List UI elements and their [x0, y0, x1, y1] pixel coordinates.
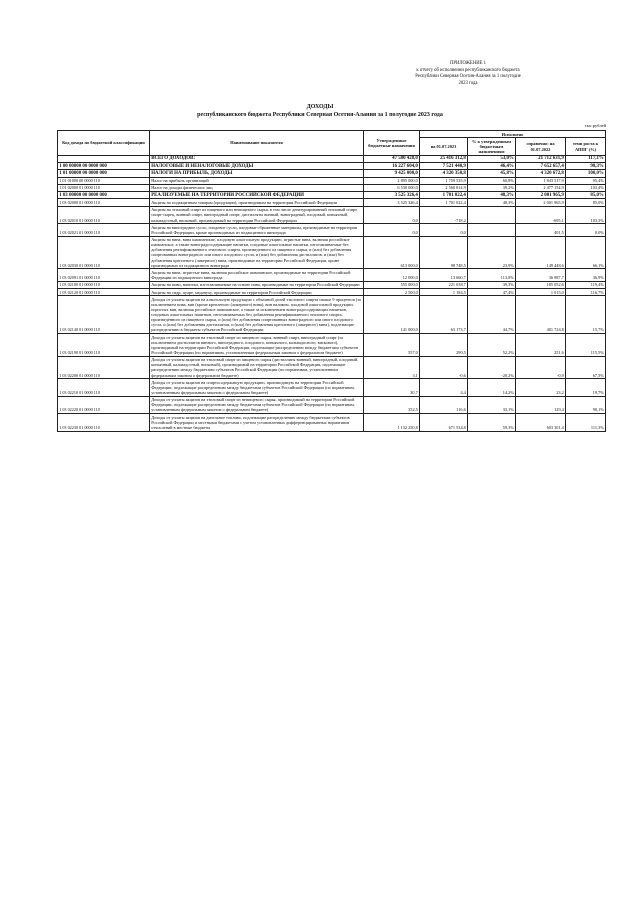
approved-cell: 3,1: [364, 356, 420, 379]
code-cell: 1 00 00000 00 0000 000: [58, 163, 150, 170]
name-cell: Акцизы на вина, игристые вина, включая российское шампанское, производимые на территории Российской Федерации из подакцизного винограда: [150, 269, 364, 281]
pct-cell: 47,4%: [468, 288, 516, 295]
ref-cell: 7 652 657,4: [516, 163, 566, 170]
executed-cell: 221 038,7: [420, 281, 468, 288]
pct-cell: [468, 206, 516, 223]
table-row: [58, 269, 606, 281]
executed-cell: 290,5: [420, 334, 468, 357]
pct-cell: 52,2%: [468, 334, 516, 357]
name-cell: Доходы от уплаты акцизов на дизельное топливо, подлежащие распределению между бюджетами субъектов Российской Федерации и местными бюджетами с учетом установленных дифференцированных нормативов отчислений в местные бюджеты: [150, 414, 364, 431]
table-row: [58, 177, 606, 184]
growth-cell: 103,4%: [566, 184, 606, 191]
approved-cell: 0,0: [364, 224, 420, 236]
appendix-line: 2023 года: [458, 80, 478, 86]
table-row: [58, 334, 606, 357]
ref-cell: 36 987,7: [516, 269, 566, 281]
table-row: [58, 184, 606, 191]
name-cell: Налог на прибыль организаций: [150, 177, 364, 184]
header-on-date: на 01.07.2023: [420, 138, 468, 155]
executed-cell: 1 759 535,9: [420, 177, 468, 184]
approved-cell: 2 500,0: [364, 288, 420, 295]
ref-cell: 1 015,0: [516, 288, 566, 295]
header-growth: темп роста к АППГ (%): [566, 138, 606, 155]
approved-cell: 30,7: [364, 379, 420, 396]
header-executed: Исполнено: [420, 131, 606, 138]
executed-cell: 1 701 022,4: [420, 192, 468, 199]
executed-cell: 2 560 814,9: [420, 184, 468, 191]
name-cell: Акцизы на вина, вина шампанские, плодовую алкогольную продукцию, игристые вина, включая российское шампанское, а также виноградосодержащие напитки, плодовые алкогольные напитки, изготавливаемые без добавления ректификованного этилового спирта, произведенного из пищевого сырья, и (или) без добавления спиртованных виноградного или иного плодового сусла, и (или) без добавления дистиллятов, и (или) без добавления крепленого (ликерного) вина, производимые на территории Российской Федерации, кроме производимых из подакцизного винограда: [150, 236, 364, 269]
executed-cell: 116,6: [420, 396, 468, 413]
pct-cell: 53,0%: [468, 155, 516, 162]
pct-cell: 44,7%: [468, 296, 516, 334]
table-row: [58, 224, 606, 236]
growth-cell: 85,0%: [566, 192, 606, 199]
code-cell: 1 03 02190 01 0000 110: [58, 334, 150, 357]
name-cell: Акцизы на пиво, напитки, изготавливаемые на основе пива, производимые на территории Российской Федерации: [150, 281, 364, 288]
ref-cell: -695,1: [516, 206, 566, 223]
growth-cell: 119,4%: [566, 281, 606, 288]
pct-cell: 33,1%: [468, 396, 516, 413]
appendix-line: Республики Северная Осетия-Алания за 1 полугодие: [415, 74, 521, 80]
name-cell: НАЛОГИ НА ПРИБЫЛЬ, ДОХОДЫ: [150, 170, 364, 177]
ref-cell: 401 724,8: [516, 296, 566, 334]
growth-cell: 15,7%: [566, 296, 606, 334]
table-row: [58, 192, 606, 199]
name-cell: Доходы от уплаты акцизов на этиловый спирт из непищевого сырья, производимый на территории Российской Федерации, подлежащие распределению между бюджетами субъектов Российской Федерации (по нормативам, установленным федеральным законом о федеральном бюджете): [150, 396, 364, 413]
income-table: [57, 130, 606, 432]
approved-cell: 9 425 000,0: [364, 170, 420, 177]
code-cell: 1 01 00000 00 0000 000: [58, 170, 150, 177]
code-cell: 1 03 02120 01 0000 110: [58, 288, 150, 295]
name-cell: Акцизы на этиловый спирт из пищевого или непищевого сырья, в том числе денатурированный этиловый спирт, спирт-сырец, винный спирт, виноградный спирт, дистилляты винный, виноградный, плодовый, коньячный, кальвадосный, висковый, производимый на территории Российской Федерации: [150, 206, 364, 223]
growth-cell: 67,3%: [566, 356, 606, 379]
appendix-note: [378, 61, 558, 87]
name-cell: Акцизы на сидр, пуаре, медовуху, производимые на территории Российской Федерации: [150, 288, 364, 295]
approved-cell: 1 132 250,8: [364, 414, 420, 431]
code-cell: 1 03 02220 01 0000 110: [58, 396, 150, 413]
ref-cell: 2 477 154,9: [516, 184, 566, 191]
executed-cell: 25 416 312,8: [420, 155, 468, 162]
code-cell: 1 01 01000 00 0000 110: [58, 177, 150, 184]
code-cell: 1 03 02010 01 0000 110: [58, 206, 150, 223]
title-subline: республиканского бюджета Республики Северная Осетия-Алания за 1 полугодие 2023 года: [197, 111, 443, 118]
appendix-line: ПРИЛОЖЕНИЕ 1: [449, 61, 487, 66]
code-cell: 1 03 02200 01 0000 110: [58, 356, 150, 379]
pct-cell: -20,2%: [468, 356, 516, 379]
document-title: [0, 104, 640, 119]
growth-cell: 85,0%: [566, 199, 606, 206]
name-cell: Доходы от уплаты акцизов на этиловый спирт из пищевого сырья (дистилляты винный, виноградный, плодовый, коньячный, кальвадосный, висковый), производимый на территории Российской Федерации, подлежащие распределению между бюджетами субъектов Российской Федерации (по нормативам, установленным федеральным законом о федеральном бюджете): [150, 356, 364, 379]
code-cell: 1 03 02000 01 0000 110: [58, 199, 150, 206]
executed-cell: 671 534,8: [420, 414, 468, 431]
ref-cell: 2 001 965,9: [516, 199, 566, 206]
name-cell: Доходы от уплаты акцизов на спиртосодержащую продукцию, производимую на территории Российской Федерации, подлежащие распределению между бюджетами субъектов Российской Федерации (по нормативам, установленным федеральным законом о федеральном бюджете): [150, 379, 364, 396]
executed-cell: 0,0: [420, 224, 468, 236]
code-cell: 1 03 02210 01 0000 110: [58, 379, 150, 396]
approved-cell: 0,0: [364, 206, 420, 223]
ref-cell: 2 001 965,9: [516, 192, 566, 199]
table-row: [58, 414, 606, 431]
name-cell: Акцизы по подакцизным товарам (продукции), производимым на территории Российской Федерации: [150, 199, 364, 206]
name-cell: ВСЕГО ДОХОДОВ:: [150, 155, 364, 162]
ref-cell: 21 712 631,9: [516, 155, 566, 162]
executed-cell: 1 184,5: [420, 288, 468, 295]
pct-cell: 113,8%: [468, 269, 516, 281]
title-line: ДОХОДЫ: [306, 104, 334, 110]
approved-cell: 3 525 326,4: [364, 192, 420, 199]
name-cell: Налог на доходы физических лиц: [150, 184, 364, 191]
name-cell: НАЛОГОВЫЕ И НЕНАЛОГОВЫЕ ДОХОДЫ: [150, 163, 364, 170]
pct-cell: [468, 224, 516, 236]
table-row: [58, 206, 606, 223]
ref-cell: 603 301,4: [516, 414, 566, 431]
executed-cell: 13 660,7: [420, 269, 468, 281]
approved-cell: 6 530 000,0: [364, 184, 420, 191]
approved-cell: 3 525 326,4: [364, 199, 420, 206]
pct-cell: 59,3%: [468, 414, 516, 431]
growth-cell: 111,3%: [566, 414, 606, 431]
appendix-line: к отчету об исполнении республиканского бюджета: [416, 67, 520, 73]
approved-cell: 12 000,0: [364, 269, 420, 281]
ref-cell: 23,2: [516, 379, 566, 396]
ref-cell: 149 448,6: [516, 236, 566, 269]
table-row: [58, 281, 606, 288]
ref-cell: 1 843 517,9: [516, 177, 566, 184]
growth-cell: 116,7%: [566, 288, 606, 295]
pct-cell: 60,8%: [468, 177, 516, 184]
growth-cell: 36,9%: [566, 269, 606, 281]
approved-cell: 2 895 000,0: [364, 177, 420, 184]
pct-cell: 23,9%: [468, 236, 516, 269]
growth-cell: 95,4%: [566, 177, 606, 184]
pct-cell: 46,4%: [468, 163, 516, 170]
header-approved: Утвержденные бюджетные назначения: [364, 131, 420, 156]
growth-cell: 19,7%: [566, 379, 606, 396]
table-row: [58, 199, 606, 206]
pct-cell: 48,3%: [468, 192, 516, 199]
table-row: [58, 396, 606, 413]
approved-cell: 555 000,0: [364, 281, 420, 288]
executed-cell: 63 173,7: [420, 296, 468, 334]
pct-cell: 14,2%: [468, 379, 516, 396]
table-body: [58, 155, 606, 431]
approved-cell: 16 227 604,0: [364, 163, 420, 170]
table-row: [58, 170, 606, 177]
header-ref: справочно: на 01.07.2022: [516, 138, 566, 155]
code-cell: 1 03 02140 01 0000 110: [58, 296, 150, 334]
executed-cell: 98 748,5: [420, 236, 468, 269]
name-cell: Доходы от уплаты акцизов на алкогольную продукцию с объемной долей этилового спирта свыше 9 процентов (за исключением пива, вин (кроме крепленого (ликерного) вина), вин наливом, плодовой алкогольной продукции, игристых вин, включая российское шампанское, а также за исключением виноградосодержащих напитков, плодовых алкогольных напитков, изготавливаемых без добавления ректификованного этилового спирта, произведенного из пищевого сырья, и (или) без добавления спиртованных виноградного или иного плодового сусла, и (или) без добавления дистиллятов, и (или) без добавления крепленого (ликерного) вина), подлежащие распределению в бюджеты субъектов Российской Федерации: [150, 296, 364, 334]
pct-cell: 45,8%: [468, 170, 516, 177]
growth-cell: 100,0%: [566, 170, 606, 177]
executed-cell: 1 701 022,4: [420, 199, 468, 206]
table-header: [58, 131, 606, 156]
code-cell: 1 01 02000 01 0000 110: [58, 184, 150, 191]
approved-cell: 141 000,0: [364, 296, 420, 334]
name-cell: Доходы от уплаты акцизов на этиловый спирт из пищевого сырья, винный спирт, виноградный спирт (за исключением дистиллятов винного, виноградного, плодового, коньячного, кальвадосного, вискового), производимый на территории Российской Федерации, подлежащие распределению между бюджетами субъектов Российской Федерации (по нормативам, установленным федеральным законом о федеральном бюджете): [150, 334, 364, 357]
approved-cell: 47 580 428,0: [364, 155, 420, 162]
name-cell: Акцизы на виноградное сусло, плодовое сусло, плодовые сброженные материалы, производимые на территории Российской Федерации, кроме производимых из подакцизного винограда: [150, 224, 364, 236]
table-row: [58, 288, 606, 295]
approved-cell: 613 000,0: [364, 236, 420, 269]
executed-cell: 4,4: [420, 379, 468, 396]
code-cell: 1 03 02100 01 0000 110: [58, 281, 150, 288]
code-cell: 1 03 02230 01 0000 110: [58, 414, 150, 431]
growth-cell: 117,1%: [566, 155, 606, 162]
ref-cell: 129,4: [516, 396, 566, 413]
table-row: [58, 163, 606, 170]
ref-cell: 401,5: [516, 224, 566, 236]
name-cell: РЕАЛИЗУЕМЫЕ НА ТЕРРИТОРИИ РОССИЙСКОЙ ФЕДЕРАЦИИ: [150, 192, 364, 199]
growth-cell: 98,3%: [566, 163, 606, 170]
growth-cell: 115,5%: [566, 334, 606, 357]
code-cell: 1 03 00000 00 0000 000: [58, 192, 150, 199]
pct-cell: 48,3%: [468, 199, 516, 206]
code-cell: [58, 155, 150, 162]
header-pct: % к утвержденным бюджетным назначениям: [468, 138, 516, 155]
code-cell: 1 03 02021 01 0000 110: [58, 224, 150, 236]
ref-cell: 4 320 672,8: [516, 170, 566, 177]
growth-cell: 90,1%: [566, 396, 606, 413]
ref-cell: 251,6: [516, 334, 566, 357]
table-row: [58, 155, 606, 162]
executed-cell: 4 320 350,8: [420, 170, 468, 177]
approved-cell: 557,0: [364, 334, 420, 357]
ref-cell: -0,9: [516, 356, 566, 379]
pct-cell: 39,3%: [468, 281, 516, 288]
table-row: [58, 296, 606, 334]
approved-cell: 352,5: [364, 396, 420, 413]
units-label: тыс.рублей: [584, 123, 606, 128]
growth-cell: 0,0%: [566, 224, 606, 236]
table-row: [58, 356, 606, 379]
growth-cell: 66,1%: [566, 236, 606, 269]
table-row: [58, 236, 606, 269]
code-cell: 1 03 02030 01 0000 110: [58, 236, 150, 269]
ref-cell: 185 052,6: [516, 281, 566, 288]
executed-cell: -718,2: [420, 206, 468, 223]
executed-cell: 7 521 440,9: [420, 163, 468, 170]
header-code: Код дохода по бюджетной классификации: [58, 131, 150, 156]
pct-cell: 39,2%: [468, 184, 516, 191]
growth-cell: 103,3%: [566, 206, 606, 223]
executed-cell: -0,6: [420, 356, 468, 379]
header-name: Наименование показателя: [150, 131, 364, 156]
table-row: [58, 379, 606, 396]
code-cell: 1 03 02091 01 0000 110: [58, 269, 150, 281]
